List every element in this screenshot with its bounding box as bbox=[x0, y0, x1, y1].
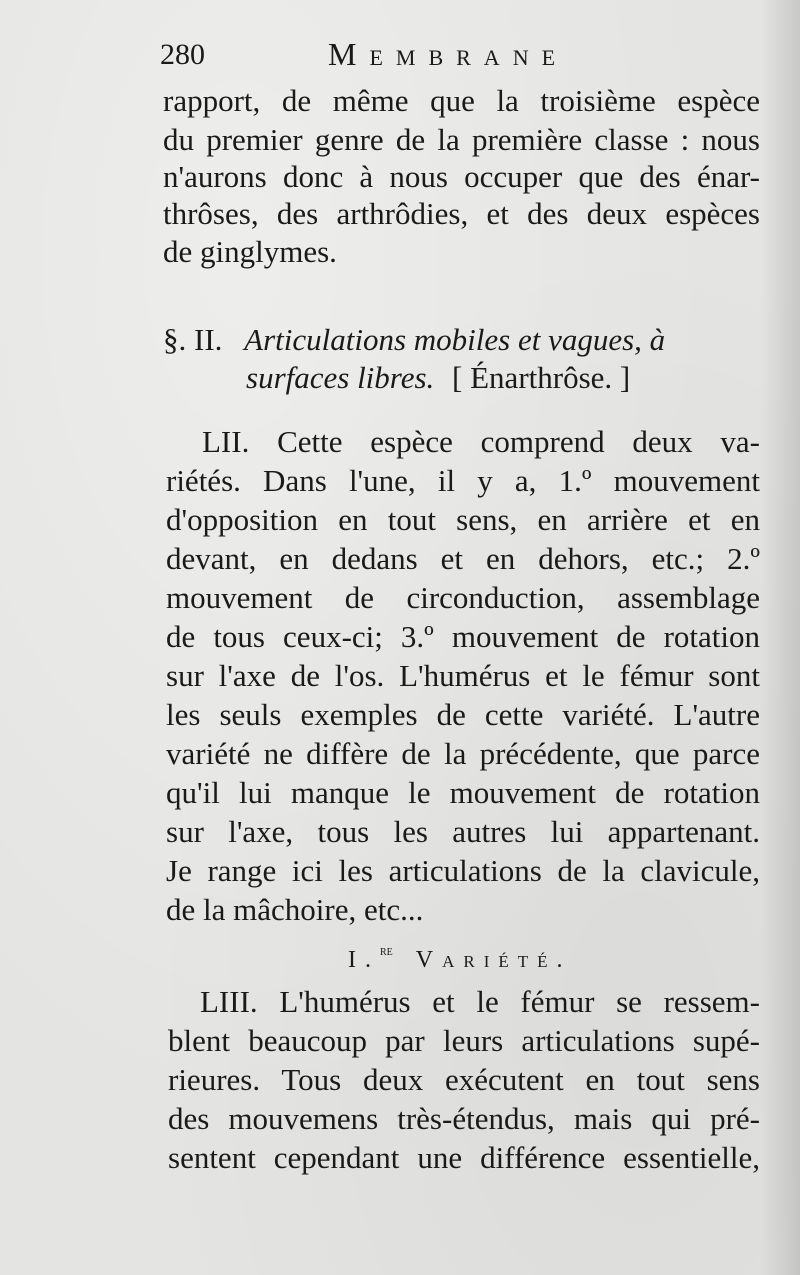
text-line: thrôses, des arthrôdies, et des deux espèces bbox=[163, 196, 760, 231]
running-head: Membrane bbox=[328, 36, 569, 72]
text-line: mouvement de circonduction, assemblage bbox=[166, 580, 760, 615]
text-line: qu'il lui manque le mouvement de rotation bbox=[166, 775, 760, 810]
section-title-1: Articulations mobiles et vagues, à bbox=[244, 322, 666, 357]
section-number: §. II. bbox=[163, 322, 223, 357]
section-heading-line-2 bbox=[246, 360, 630, 396]
text-line: des mouvemens très-étendus, mais qui pré- bbox=[168, 1101, 760, 1136]
variety-word: Variété. bbox=[415, 947, 572, 973]
section-bracket: [ Énarthrôse. ] bbox=[452, 360, 631, 395]
text-line: devant, en dedans et en dehors, etc.; 2.º bbox=[166, 541, 760, 576]
text-line: sur l'axe de l'os. L'humérus et le fémur sont bbox=[166, 658, 760, 693]
text-line: sur l'axe, tous les autres lui appartenant. bbox=[166, 814, 760, 849]
text-line: rieures. Tous deux exécutent en tout sens bbox=[168, 1062, 760, 1097]
variety-heading bbox=[348, 944, 572, 974]
text-line: du premier genre de la première classe : nous bbox=[163, 122, 760, 157]
section-heading-line-1 bbox=[163, 322, 760, 358]
text-line: rapport, de même que la troisième espèce bbox=[163, 83, 760, 118]
text-line: Je range ici les articulations de la clavicule, bbox=[166, 853, 760, 888]
text-line: variété ne diffère de la précédente, que parce bbox=[166, 736, 760, 771]
page-number: 280 bbox=[160, 38, 205, 71]
text-line: LIII. L'humérus et le fémur se ressem- bbox=[200, 984, 760, 1019]
text-line: riétés. Dans l'une, il y a, 1.º mouvement bbox=[166, 463, 760, 498]
text-line: de tous ceux-ci; 3.º mouvement de rotation bbox=[166, 619, 760, 654]
text-line: de ginglymes. bbox=[163, 234, 337, 269]
variety-numeral: I. bbox=[348, 947, 380, 973]
variety-superscript: re bbox=[380, 944, 393, 959]
text-line: LII. Cette espèce comprend deux va- bbox=[202, 424, 760, 459]
text-line: de la mâchoire, etc... bbox=[166, 892, 424, 927]
text-line: d'opposition en tout sens, en arrière et en bbox=[166, 502, 760, 537]
text-line: les seuls exemples de cette variété. L'autre bbox=[166, 697, 760, 732]
text-line: n'aurons donc à nous occuper que des énar- bbox=[163, 159, 760, 194]
text-line: blent beaucoup par leurs articulations supé- bbox=[168, 1023, 760, 1058]
section-title-2: surfaces libres. bbox=[246, 360, 435, 395]
text-line: sentent cependant une différence essentielle, bbox=[168, 1140, 760, 1175]
page-header bbox=[160, 34, 760, 80]
page-gutter-shadow bbox=[760, 0, 800, 1275]
